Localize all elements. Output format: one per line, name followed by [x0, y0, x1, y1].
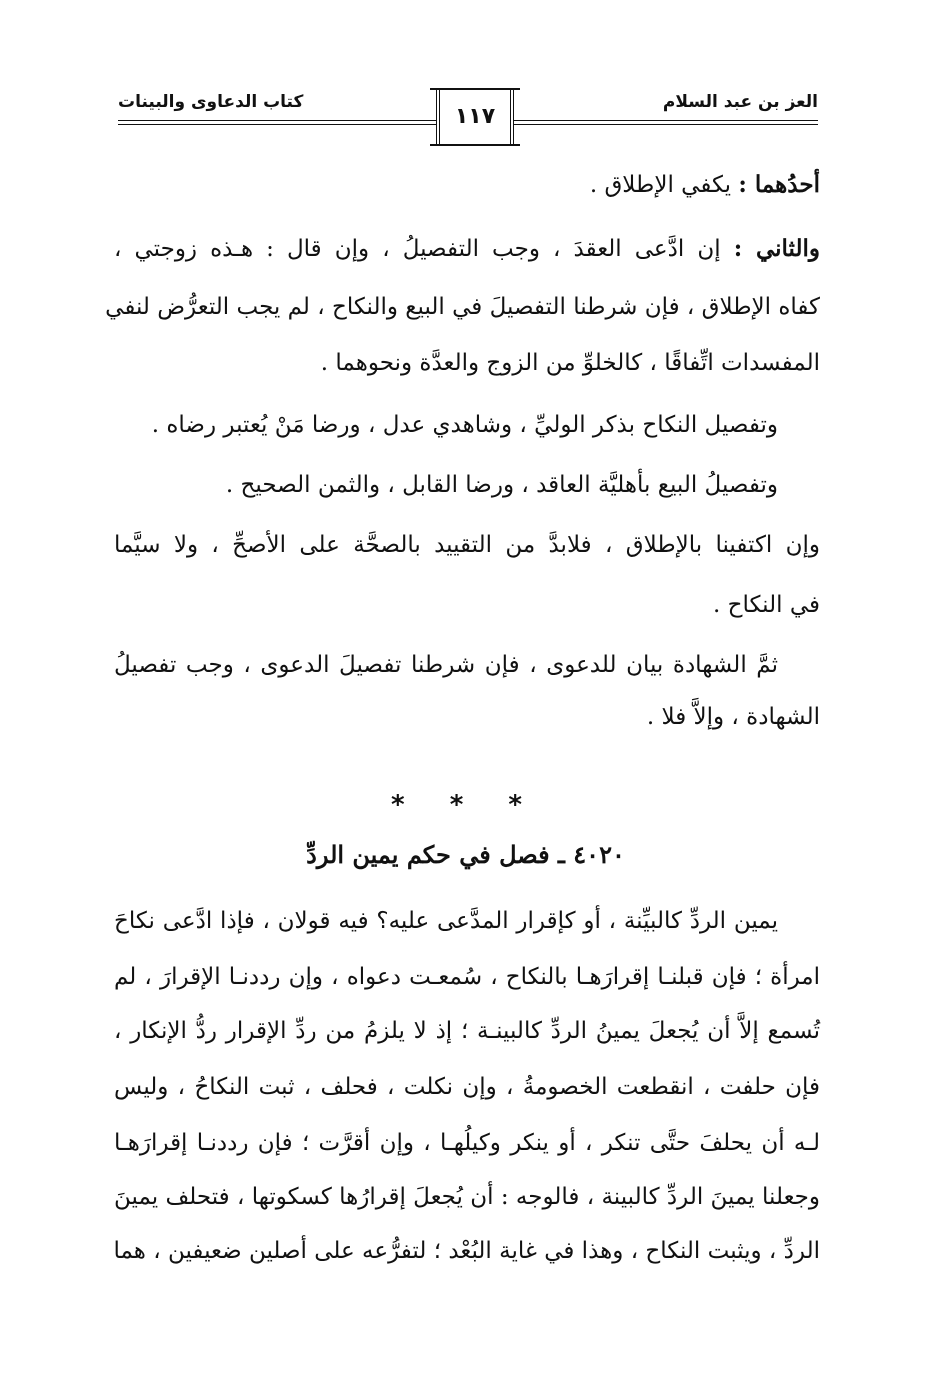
page-number: ١١٧	[454, 104, 496, 129]
page-number-frame	[436, 90, 514, 144]
paragraph-5-line-1: وإن اكتفينا بالإطلاق ، فلابدَّ من التقييد بالصحَّة على الأصحِّ ، ولا سيَّما	[114, 532, 820, 558]
paragraph-7-line-5: لـه أن يحلفَ حتَّى تنكر ، أو ينكر وكيلُهـا ، وإن أقرَّت ؛ فإن رددنـا إقرارَهـا	[114, 1130, 820, 1156]
paragraph-7-line-4: فإن حلفت ، انقطعت الخصومةُ ، وإن نكلت ، فحلف ، ثبت النكاحُ ، وليس	[114, 1074, 820, 1100]
header-book-title: كتاب الدعاوى والبينات	[118, 92, 304, 112]
paragraph-7-line-2: امرأة ؛ فإن قبلنـا إقرارَهـا بالنكاح ، سُمعـت دعواه ، وإن رددنـا الإقرارَ ، لم	[114, 964, 820, 990]
paragraph-7-line-6: وجعلنا يمينَ الردِّ كالبينة ، فالوجه : أن يُجعلَ إقرارُها كسكوتها ، فتحلف يمينَ	[114, 1184, 820, 1210]
paragraph-6-line-2: الشهادة ، وإلاَّ فلا .	[646, 704, 820, 730]
paragraph-4-line-1: وتفصيلُ البيع بأهليَّة العاقد ، ورضا القابل ، والثمن الصحيح .	[225, 472, 778, 498]
paragraph-1-line-1	[114, 170, 820, 200]
section-separator-stars: * * *	[391, 790, 540, 820]
paragraph-2-line-3: المفسدات اتِّفاقًا ، كالخلوِّ من الزوج والعدَّة ونحوهما .	[320, 350, 820, 376]
paragraph-5-line-2: في النكاح .	[713, 592, 820, 618]
paragraph-1-lead: أحدُهما :	[738, 171, 820, 198]
paragraph-2-lead: والثاني :	[733, 235, 820, 262]
section-heading: ٤٠٢٠ ـ فصل في حكم يمين الردِّ	[306, 840, 625, 869]
paragraph-2-line-1	[114, 234, 820, 264]
paragraph-7-line-3: تُسمع إلاَّ أن يُجعلَ يمينُ الردِّ كالبينـة ؛ إذ لا يلزمُ من ردِّ الإقرار ردُّ الإنكار ،	[114, 1018, 820, 1044]
paragraph-2-line-2: كفاه الإطلاق ، فإن شرطنا التفصيلَ في البيع والنكاح ، لم يجب التعرُّض لنفي	[105, 294, 820, 320]
paragraph-1-text: يكفي الإطلاق .	[589, 172, 732, 198]
header-author: العز بن عبد السلام	[662, 92, 818, 112]
paragraph-6-line-1: ثمَّ الشهادة بيان للدعوى ، فإن شرطنا تفصيلَ الدعوى ، وجب تفصيلُ	[114, 652, 778, 678]
paragraph-3-line-1: وتفصيل النكاح بذكر الوليِّ ، وشاهدي عدل ، ورضا مَنْ يُعتبر رضاه .	[151, 412, 778, 438]
page-header	[118, 86, 818, 146]
paragraph-7-line-7: الردِّ ، ويثبت النكاح ، وهذا في غاية البُعْد ؛ لتفرُّعه على أصلين ضعيفين ، هما	[113, 1238, 820, 1264]
paragraph-7-line-1: يمين الردِّ كالبيِّنة ، أو كإقرار المدَّعى عليه؟ فيه قولان ، فإذا ادَّعى نكاحَ	[114, 908, 778, 934]
paragraph-2-line-1-text: إن ادَّعى العقدَ ، وجب التفصيلُ ، وإن قال : هـذه زوجتي ،	[114, 236, 721, 262]
